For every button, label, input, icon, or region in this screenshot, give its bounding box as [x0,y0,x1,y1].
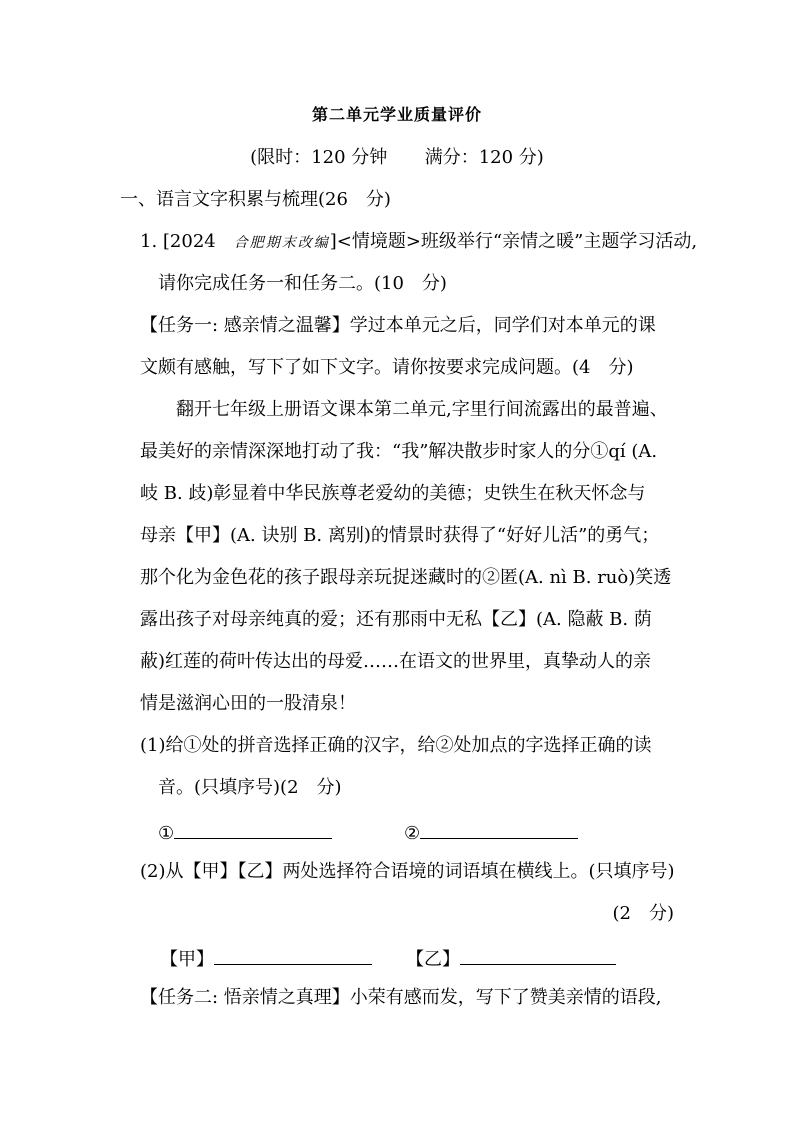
passage-line: 最美好的亲情深深地打动了我：“我”解决散步时家人的分①qí (A. [140,441,658,462]
passage-line: 情是滋润心田的一股清泉！ [140,693,356,714]
passage-line: 岐 B. 歧)彰显着中华民族尊老爱幼的美德；史铁生在秋天怀念与 [140,483,646,504]
blank-label: 【甲】 [160,949,214,970]
answer-line[interactable] [460,944,616,965]
time-limit: (限时：120 分钟 [250,147,388,168]
answer-blank-1 [158,818,332,846]
passage-line: 露出孩子对母亲纯真的爱；还有那雨中无私【乙】(A. 隐蔽 B. 荫 [140,609,652,630]
sub-question-2-line1: (2)从【甲】【乙】两处选择符合语境的词语填在横线上。(只填序号) [140,861,675,882]
task1-intro-line2: 文颇有感触，写下了如下文字。请你按要求完成问题。(4 分) [140,357,634,378]
question-1-stem-line2: 请你完成任务一和任务二。(10 分) [158,273,447,294]
blank-label: ① [158,823,175,844]
sub-question-2-score: (2 分) [612,903,674,924]
full-score: 满分：120 分) [424,147,544,168]
blank-label: ② [404,823,421,844]
passage-line: 那个化为金色花的孩子跟母亲玩捉迷藏时的②匿(A. nì B. ruò)笑透 [140,567,672,588]
sub-question-1-line2: 音。(只填序号)(2 分) [158,777,342,798]
passage-line: 翻开七年级上册语文课本第二单元,字里行间流露出的最普遍、 [176,399,668,420]
answer-line[interactable] [214,944,372,965]
question-source: 合肥期末改编 [233,235,330,251]
task2-intro-line1: 【任务二: 悟亲情之真理】小荣有感而发，写下了赞美亲情的语段, [140,987,662,1008]
answer-blank-jia [160,944,372,972]
question-number: 1. [2024 [140,231,234,252]
task1-intro-line1: 【任务一: 感亲情之温馨】学过本单元之后，同学们对本单元的课 [140,315,656,336]
blank-label: 【乙】 [406,949,460,970]
passage-line: 母亲【甲】(A. 诀别 B. 离别)的情景时获得了“好好儿活”的勇气； [140,525,660,546]
section-heading: 一、语言文字积累与梳理(26 分) [120,189,391,210]
question-stem: ]<情境题>班级举行“亲情之暖”主题学习活动, [329,231,698,252]
answer-blank-yi [406,944,616,972]
page-title: 第二单元学业质量评价 [311,105,482,124]
passage-line: 蔽)红莲的荷叶传达出的母爱……在语文的世界里，真挚动人的亲 [140,651,652,672]
exam-info [0,146,794,170]
answer-line[interactable] [420,818,578,839]
answer-line[interactable] [174,818,332,839]
sub-question-1-line1: (1)给①处的拼音选择正确的汉字，给②处加点的字选择正确的读 [140,735,652,756]
answer-blank-2 [404,818,578,846]
question-1-stem [140,230,697,255]
